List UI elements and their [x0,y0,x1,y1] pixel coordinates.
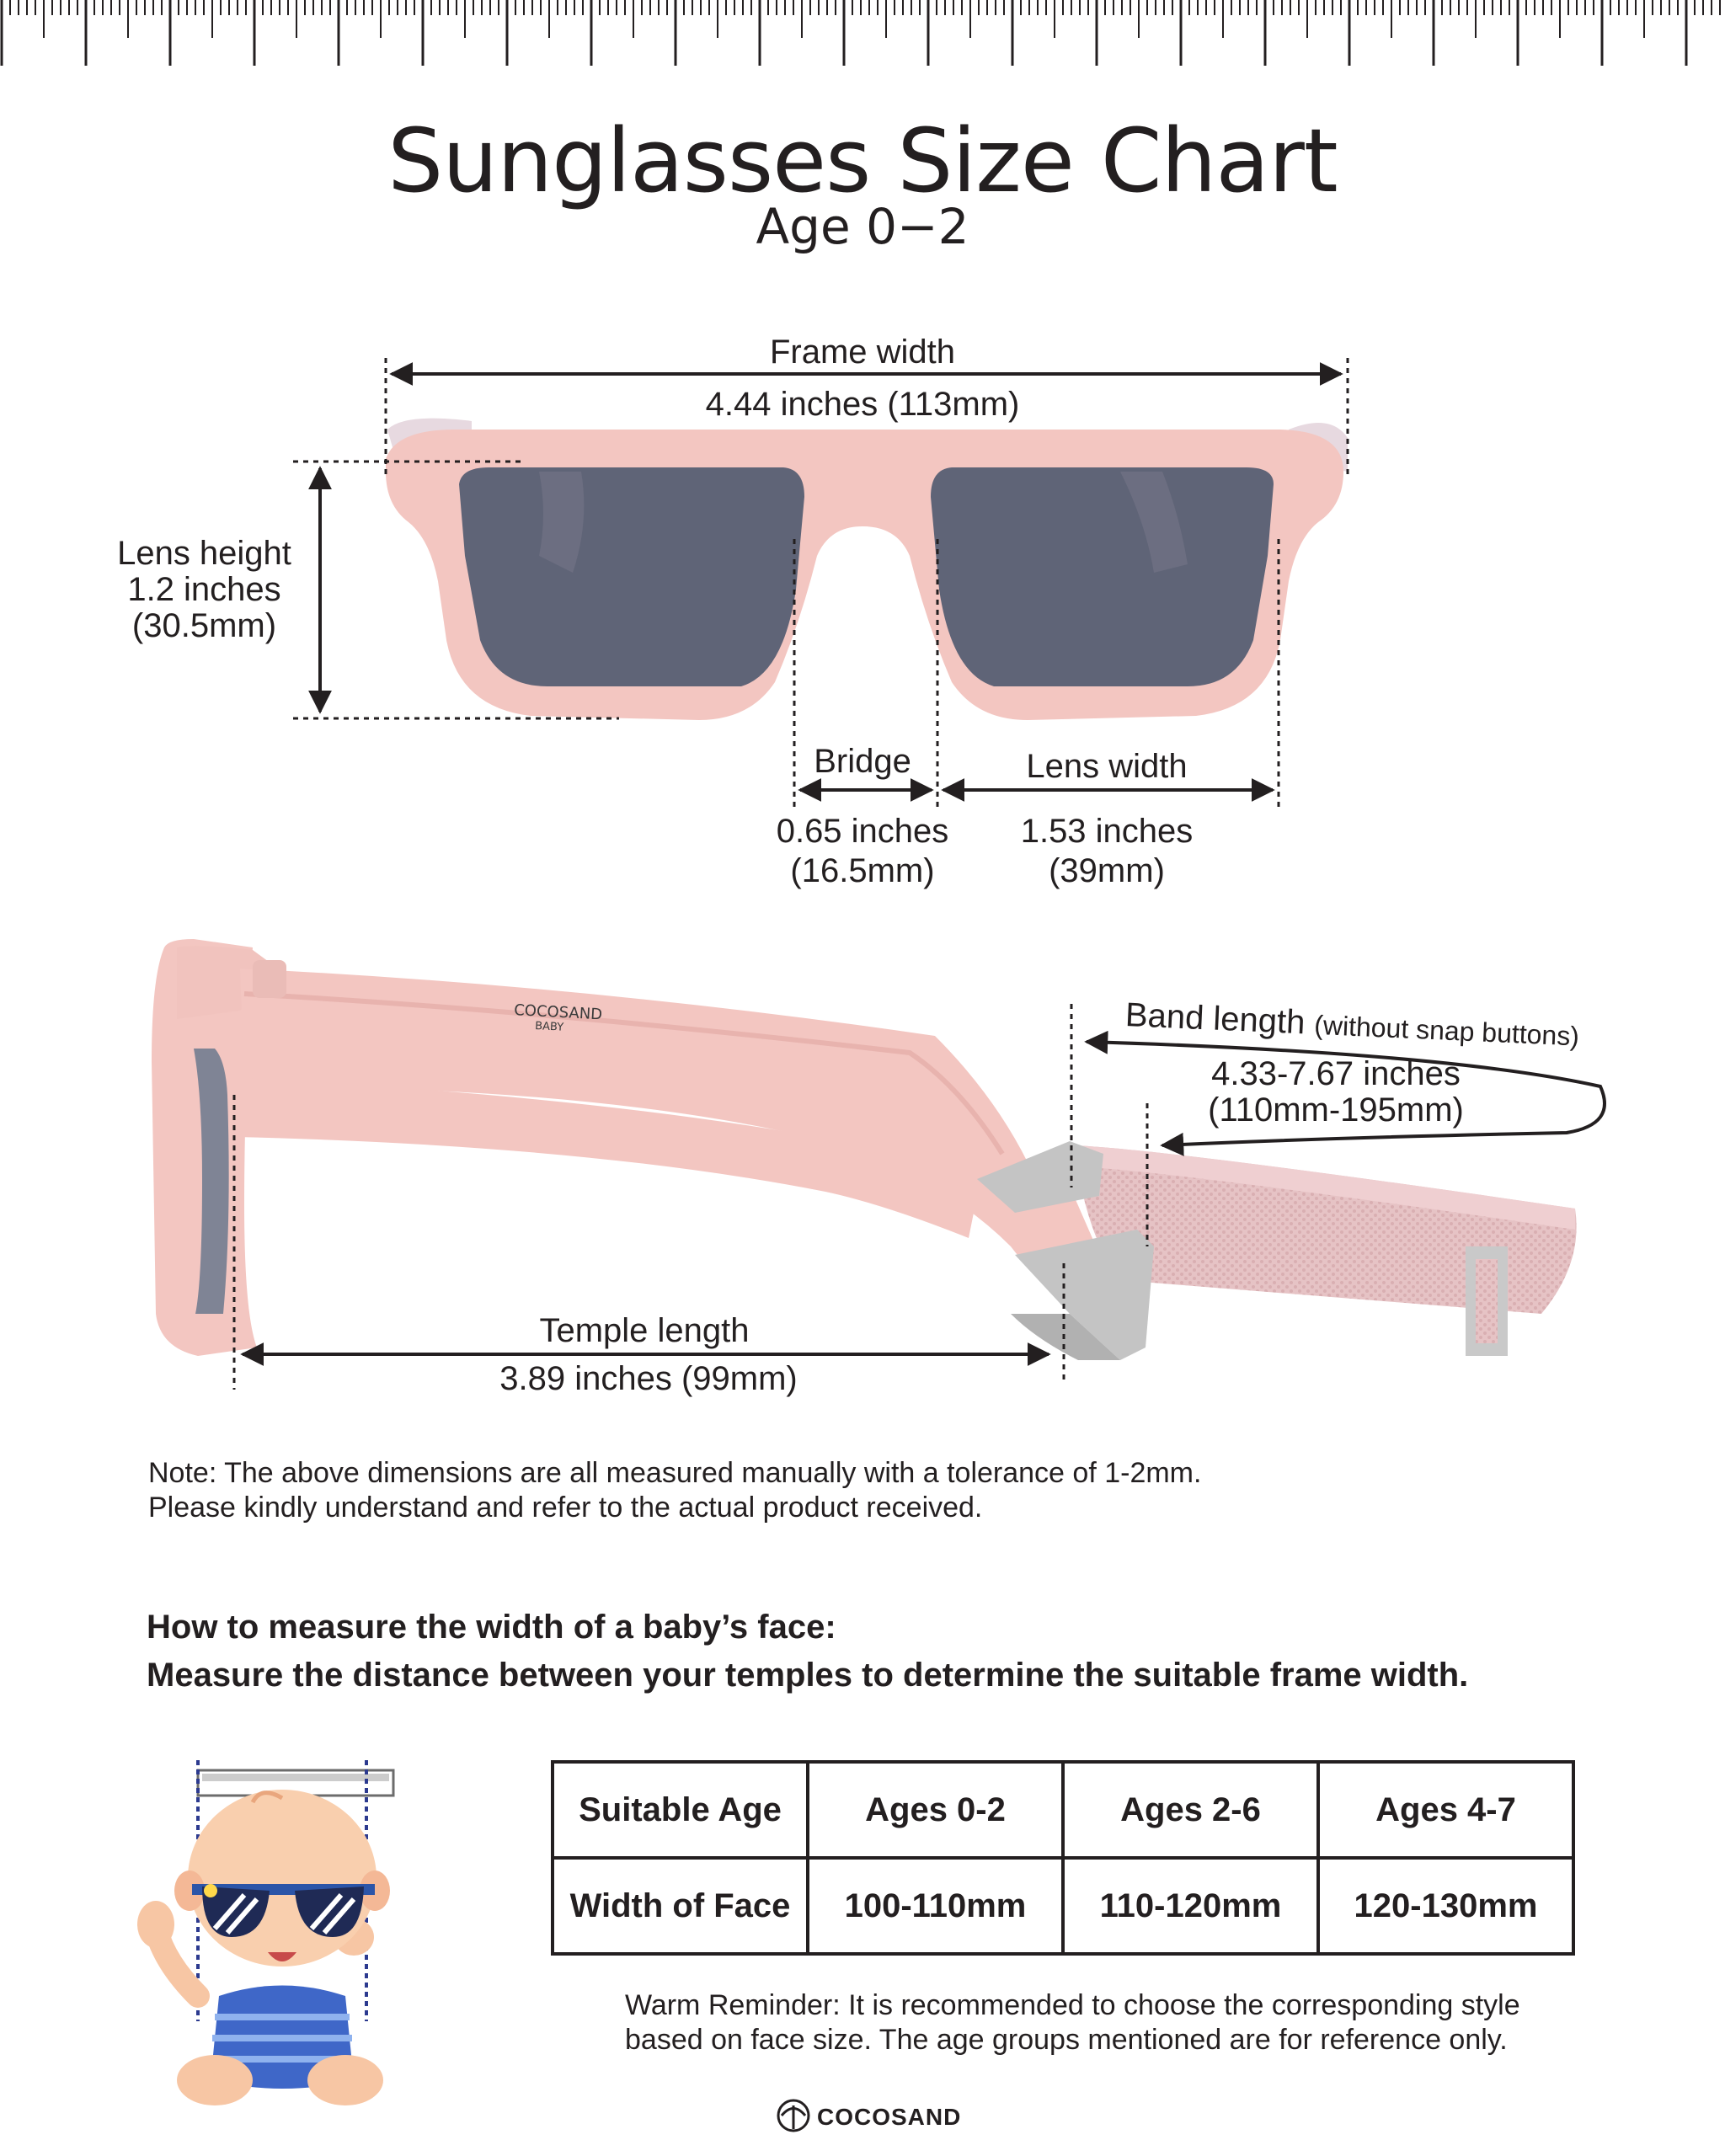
bridge-mm: (16.5mm) [790,852,935,889]
table-row [553,1762,1573,1858]
temple-length-value: 3.89 inches (99mm) [499,1360,798,1397]
lens-width-mm: (39mm) [1049,852,1165,889]
frame-width-value: 4.44 inches (113mm) [705,386,1020,423]
table-header-cell: Ages 2-6 [1063,1762,1318,1858]
warm-reminder-line-2: based on face size. The age groups mentioned are for reference only. [625,2024,1508,2056]
howto-heading: How to measure the width of a baby’s face: [147,1609,836,1646]
table-cell: 120-130mm [1318,1858,1573,1954]
howto-instruction: Measure the distance between your temples to determine the suitable frame width. [147,1657,1469,1694]
brand-logo-text: COCOSAND [817,2104,962,2130]
temple-length-label: Temple length [539,1312,750,1349]
temple-brand-print-sub: BABY [534,1020,564,1034]
warm-reminder-line-1: Warm Reminder: It is recommended to choose the corresponding style [625,1989,1520,2021]
lens-height-label: Lens height [117,535,291,572]
side-glasses-illustration [152,939,1577,1360]
band-length-note: (without snap buttons) [1313,1009,1580,1052]
note-line-2: Please kindly understand and refer to the actual product received. [148,1492,983,1524]
size-table [551,1760,1575,1956]
band-length-inches: 4.33-7.67 inches [1211,1055,1461,1092]
bridge-label: Bridge [814,743,911,780]
frame-width-label: Frame width [769,334,956,371]
cocosand-logo-icon [778,2100,809,2131]
lens-width-label: Lens width [1026,748,1188,785]
table-cell: Width of Face [553,1858,808,1954]
table-row [553,1858,1573,1954]
temple-brand-print: COCOSAND [513,1001,603,1024]
note-line-1: Note: The above dimensions are all measured manually with a tolerance of 1-2mm. [148,1457,1202,1489]
bridge-inches: 0.65 inches [776,813,949,850]
band-length-mm: (110mm-195mm) [1208,1091,1464,1129]
table-cell: 110-120mm [1063,1858,1318,1954]
page-title: Sunglasses Size Chart [387,109,1338,212]
lens-height-inches: 1.2 inches [127,571,281,608]
table-header-cell: Ages 0-2 [808,1762,1063,1858]
front-glasses-illustration [386,419,1348,720]
table-header-cell: Suitable Age [553,1762,808,1858]
baby-illustration [137,1760,393,2105]
band-length-title: Band length [1124,996,1306,1042]
table-header-cell: Ages 4-7 [1318,1762,1573,1858]
lens-height-mm: (30.5mm) [131,607,277,644]
lens-width-inches: 1.53 inches [1020,813,1194,850]
page-subtitle: Age 0−2 [756,198,969,255]
table-cell: 100-110mm [808,1858,1063,1954]
